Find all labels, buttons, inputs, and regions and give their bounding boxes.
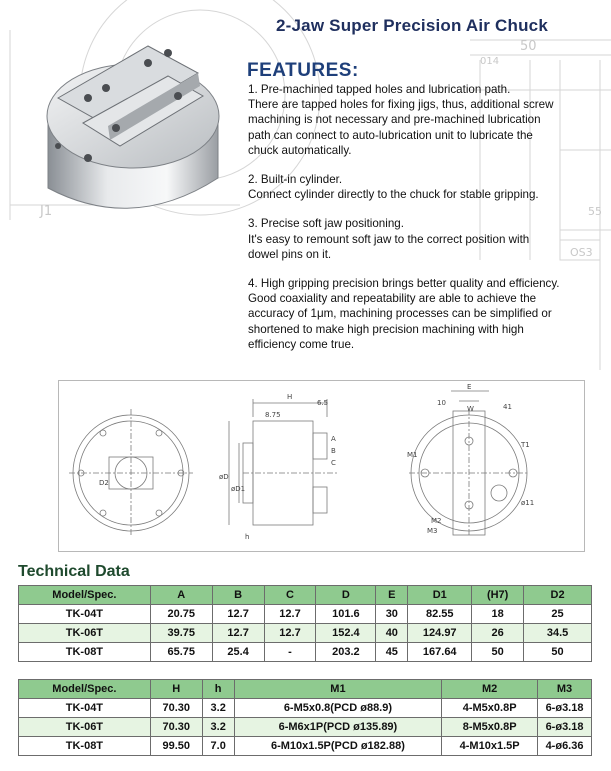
feature-item	[248, 276, 603, 352]
bg-label-014: 014	[480, 56, 500, 67]
features-list	[248, 82, 603, 366]
table-cell: 167.64	[408, 643, 472, 662]
drawing-label-d2: D2	[99, 479, 109, 487]
feature-heading: 2. Built-in cylinder.	[248, 173, 343, 187]
table-cell: 12.7	[212, 605, 264, 624]
feature-heading: 1. Pre-machined tapped holes and lubrication path.	[248, 83, 511, 96]
table-header: M3	[538, 680, 592, 699]
page-title: 2-Jaw Super Precision Air Chuck	[276, 16, 548, 35]
table-cell: 6-ø3.18	[538, 718, 592, 737]
table-header: D2	[524, 586, 592, 605]
drawing-label-h-small: h	[245, 533, 250, 541]
table-cell: 4-ø6.36	[538, 737, 592, 756]
table-row	[19, 718, 592, 737]
table-cell: 20.75	[150, 605, 212, 624]
table-cell: 152.4	[316, 624, 376, 643]
bg-label-os3: OS3	[570, 246, 593, 259]
table-header: (H7)	[472, 586, 524, 605]
table-cell: 26	[472, 624, 524, 643]
technical-data-table-1	[18, 585, 592, 662]
table-cell: 8-M5x0.8P	[442, 718, 538, 737]
feature-line: shortened to make high precision machining with high	[248, 322, 524, 336]
drawing-label-c: C	[331, 459, 336, 467]
table-cell: TK-06T	[19, 624, 151, 643]
table-cell: 7.0	[202, 737, 234, 756]
table-cell: TK-06T	[19, 718, 151, 737]
table-cell: TK-08T	[19, 643, 151, 662]
table-cell: 6-ø3.18	[538, 699, 592, 718]
feature-item	[248, 216, 603, 262]
technical-data-table-2	[18, 679, 592, 756]
table-header: Model/Spec.	[19, 680, 151, 699]
table-cell: 18	[472, 605, 524, 624]
table-cell: 50	[472, 643, 524, 662]
technical-drawings	[59, 381, 584, 551]
drawing-label-6-5: 6.5	[317, 399, 329, 407]
feature-line: machining is not necessary and pre-machined lubrication	[248, 113, 541, 127]
table-header: A	[150, 586, 212, 605]
feature-line: Good coaxiality and repeatability are able to achieve the	[248, 292, 537, 306]
table-cell: 34.5	[524, 624, 592, 643]
table-cell: 40	[376, 624, 408, 643]
table-cell: 25	[524, 605, 592, 624]
table-cell: 65.75	[150, 643, 212, 662]
table-header: M1	[234, 680, 442, 699]
table-header: Model/Spec.	[19, 586, 151, 605]
table-cell: 70.30	[150, 699, 202, 718]
table-header-row	[19, 680, 592, 699]
table-cell: TK-04T	[19, 605, 151, 624]
drawing-label-41: 41	[503, 403, 512, 411]
table-header: B	[212, 586, 264, 605]
table-header: h	[202, 680, 234, 699]
table-header: D1	[408, 586, 472, 605]
feature-item	[248, 82, 603, 158]
features-heading: FEATURES:	[247, 60, 359, 81]
technical-drawings-panel	[58, 380, 585, 552]
table-header: H	[150, 680, 202, 699]
table-cell: 3.2	[202, 699, 234, 718]
table-cell: 12.7	[212, 624, 264, 643]
table-cell: -	[264, 643, 316, 662]
table-row	[19, 624, 592, 643]
table-cell: 12.7	[264, 624, 316, 643]
bg-label-55: 55	[588, 205, 602, 218]
feature-heading: 4. High gripping precision brings better quality and efficiency.	[248, 277, 560, 291]
table-cell: 101.6	[316, 605, 376, 624]
drawing-label-d1: øD1	[231, 485, 246, 493]
table-cell: 6-M5x0.8(PCD ø88.9)	[234, 699, 442, 718]
table-cell: 70.30	[150, 718, 202, 737]
table-cell: 30	[376, 605, 408, 624]
table-header: C	[264, 586, 316, 605]
table-row	[19, 605, 592, 624]
drawing-label-m3: M3	[427, 527, 438, 535]
table-cell: 25.4	[212, 643, 264, 662]
table-cell: 203.2	[316, 643, 376, 662]
feature-line: accuracy of 1μm, machining processes can be simplified or	[248, 307, 552, 321]
drawing-label-10: 10	[437, 399, 446, 407]
feature-line: efficiency come true.	[248, 337, 355, 351]
table-row	[19, 699, 592, 718]
table-row	[19, 643, 592, 662]
technical-data-heading: Technical Data	[18, 563, 130, 580]
drawing-label-d: øD	[219, 473, 229, 481]
table-cell: 4-M5x0.8P	[442, 699, 538, 718]
table-cell: 124.97	[408, 624, 472, 643]
feature-heading: 3. Precise soft jaw positioning.	[248, 217, 404, 231]
feature-line: Connect cylinder directly to the chuck for stable gripping.	[248, 188, 539, 202]
table-cell: TK-04T	[19, 699, 151, 718]
table-header: M2	[442, 680, 538, 699]
drawing-label-m1: M1	[407, 451, 418, 459]
table-cell: 45	[376, 643, 408, 662]
table-cell: 12.7	[264, 605, 316, 624]
feature-line: dowel pins on it.	[248, 247, 332, 261]
table-cell: 6-M10x1.5P(PCD ø182.88)	[234, 737, 442, 756]
drawing-label-w: W	[467, 405, 474, 413]
bg-label-50: 50	[520, 39, 537, 54]
table-cell: 50	[524, 643, 592, 662]
table-cell: TK-08T	[19, 737, 151, 756]
table-header: E	[376, 586, 408, 605]
drawing-label-h: H	[287, 393, 293, 401]
table-cell: 4-M10x1.5P	[442, 737, 538, 756]
drawing-label-b: B	[331, 447, 336, 455]
drawing-label-t1: T1	[521, 441, 530, 449]
feature-line: It's easy to remount soft jaw to the correct position with	[248, 232, 530, 246]
drawing-label-8-75: 8.75	[265, 411, 281, 419]
table-cell: 99.50	[150, 737, 202, 756]
feature-line: path can connect to auto-lubrication unit to lubricate the	[248, 128, 533, 142]
feature-line: There are tapped holes for fixing jigs, thus, additional screw	[248, 98, 554, 112]
table-cell: 82.55	[408, 605, 472, 624]
drawing-label-a: A	[331, 435, 336, 443]
table-row	[19, 737, 592, 756]
bg-label-j1: J1	[40, 204, 53, 219]
drawing-label-11: ø11	[521, 499, 535, 507]
drawing-label-m2: M2	[431, 517, 442, 525]
chuck-product-image	[28, 28, 238, 228]
table-header-row	[19, 586, 592, 605]
table-cell: 3.2	[202, 718, 234, 737]
table-cell: 6-M6x1P(PCD ø135.89)	[234, 718, 442, 737]
feature-line: chuck automatically.	[248, 143, 352, 157]
table-header: D	[316, 586, 376, 605]
drawing-label-e: E	[467, 383, 472, 391]
feature-item	[248, 172, 603, 202]
table-cell: 39.75	[150, 624, 212, 643]
